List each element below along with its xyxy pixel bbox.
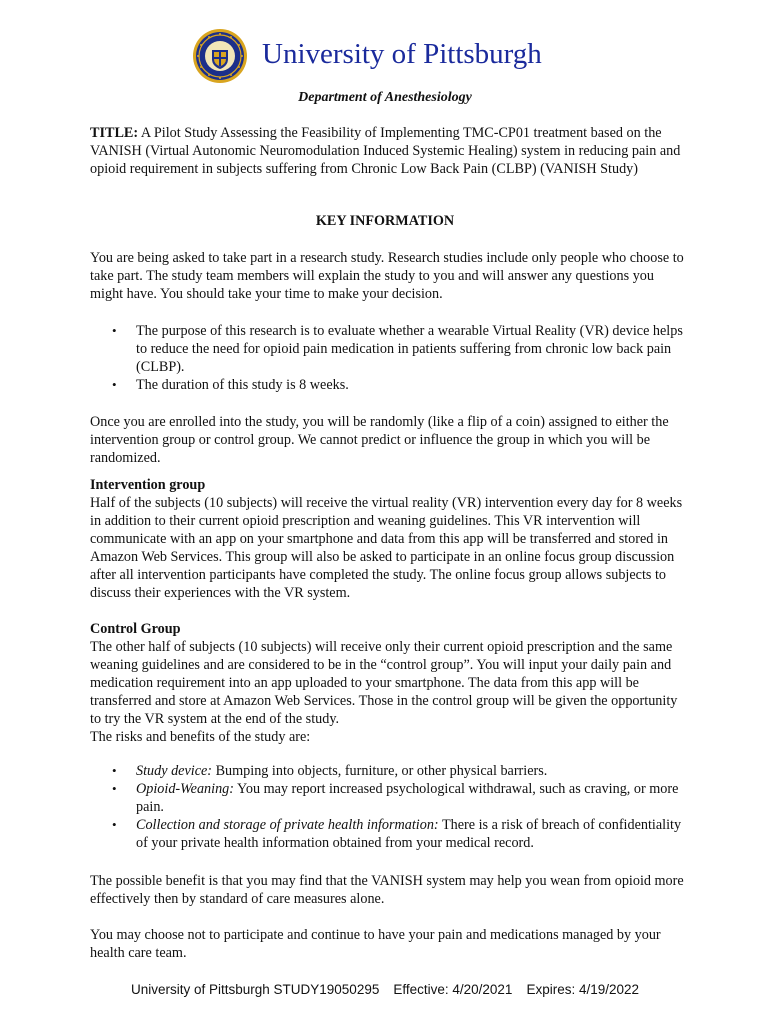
- intervention-text: Half of the subjects (10 subjects) will receive the virtual reality (VR) intervention every day for 8 weeks in addition to their current opioid prescription and weaning guidelines. This VR intervention will communicate with an app on your smartphone and data from this app will be transferred and stored in Amazon Web Services. This group will also be asked to participate in an online focus group discussion after all intervention participants have completed the study. The online focus group allows subjects to discuss their experiences with the VR system.: [90, 495, 683, 601]
- footer-effective-date: Effective: 4/20/2021: [393, 982, 513, 997]
- bullet-icon: •: [112, 323, 117, 338]
- intervention-heading: Intervention group: [90, 477, 206, 493]
- bullet-icon: •: [112, 763, 117, 778]
- purpose-bullet-list: [90, 322, 685, 394]
- intro-paragraph: You are being asked to take part in a research study. Research studies include only people who choose to take part. The study team members will explain the study to you and will answer any questions you might have. You should take your time to make your decision.: [90, 250, 684, 302]
- risk-text: There is a risk of breach of confidentiality of your private health information obtained from your medical record.: [136, 817, 682, 851]
- choice-paragraph: You may choose not to participate and continue to have your pain and medications managed by your health care team.: [90, 927, 661, 961]
- list-item: [90, 780, 685, 816]
- control-heading: Control Group: [90, 621, 181, 637]
- page-footer: [0, 982, 770, 997]
- title-label: TITLE:: [90, 125, 139, 141]
- risk-text: Bumping into objects, furniture, or other physical barriers.: [212, 763, 548, 779]
- risk-text: You may report increased psychological withdrawal, such as craving, or more pain.: [136, 781, 679, 815]
- department-name: Department of Anesthesiology: [298, 90, 472, 105]
- control-text: The other half of subjects (10 subjects) will receive only their current opioid prescription and the same weaning guidelines and are considered to be in the “control group”. You will input your daily pain and medication requirement into an app uploaded to your smartphone. The data from this app will be transferred and store at Amazon Web Services. Those in the control group will be given the opportunity to try the VR system at the end of the study.: [90, 639, 678, 727]
- list-item: [90, 816, 685, 852]
- bullet-icon: •: [112, 377, 117, 392]
- benefit-paragraph: The possible benefit is that you may find that the VANISH system may help you wean from opioid more effectively then by standard of care measures alone.: [90, 873, 684, 907]
- risks-intro: The risks and benefits of the study are:: [90, 729, 311, 745]
- bullet-text: The duration of this study is 8 weeks.: [136, 377, 349, 393]
- university-name: University of Pittsburgh: [262, 38, 542, 70]
- list-item: [90, 376, 685, 394]
- risk-label: Study device:: [136, 763, 213, 779]
- intervention-section: [90, 476, 685, 602]
- letterhead: [192, 28, 612, 88]
- title-text: A Pilot Study Assessing the Feasibility of Implementing TMC-CP01 treatment based on the VANISH (Virtual Autonomic Neuromodulation Induced Systemic Healing) system in reducing pain and opioid requirement in subjects suffering from Chronic Low Back Pain (CLBP) (VANISH Study): [90, 125, 681, 177]
- bullet-text: The purpose of this research is to evaluate whether a wearable Virtual Reality (VR) device helps to reduce the need for opioid pain medication in patients suffering from chronic low back pain (CLBP).: [136, 323, 683, 375]
- risks-bullet-list: [90, 762, 685, 852]
- randomization-paragraph: Once you are enrolled into the study, you will be randomly (like a flip of a coin) assigned to either the intervention group or control group. We cannot predict or influence the group in which you will be randomized.: [90, 414, 669, 466]
- list-item: [90, 322, 685, 376]
- risk-label: Opioid-Weaning:: [136, 781, 234, 797]
- university-seal-icon: [192, 28, 248, 84]
- key-information-heading: KEY INFORMATION: [315, 213, 455, 229]
- list-item: [90, 762, 685, 780]
- risk-label: Collection and storage of private health information:: [136, 817, 439, 833]
- study-title: [90, 124, 685, 178]
- footer-study-id: University of Pittsburgh STUDY19050295: [130, 982, 380, 997]
- footer-expiry-date: Expires: 4/19/2022: [526, 982, 640, 997]
- bullet-icon: •: [112, 817, 117, 832]
- control-section: [90, 620, 685, 746]
- bullet-icon: •: [112, 781, 117, 796]
